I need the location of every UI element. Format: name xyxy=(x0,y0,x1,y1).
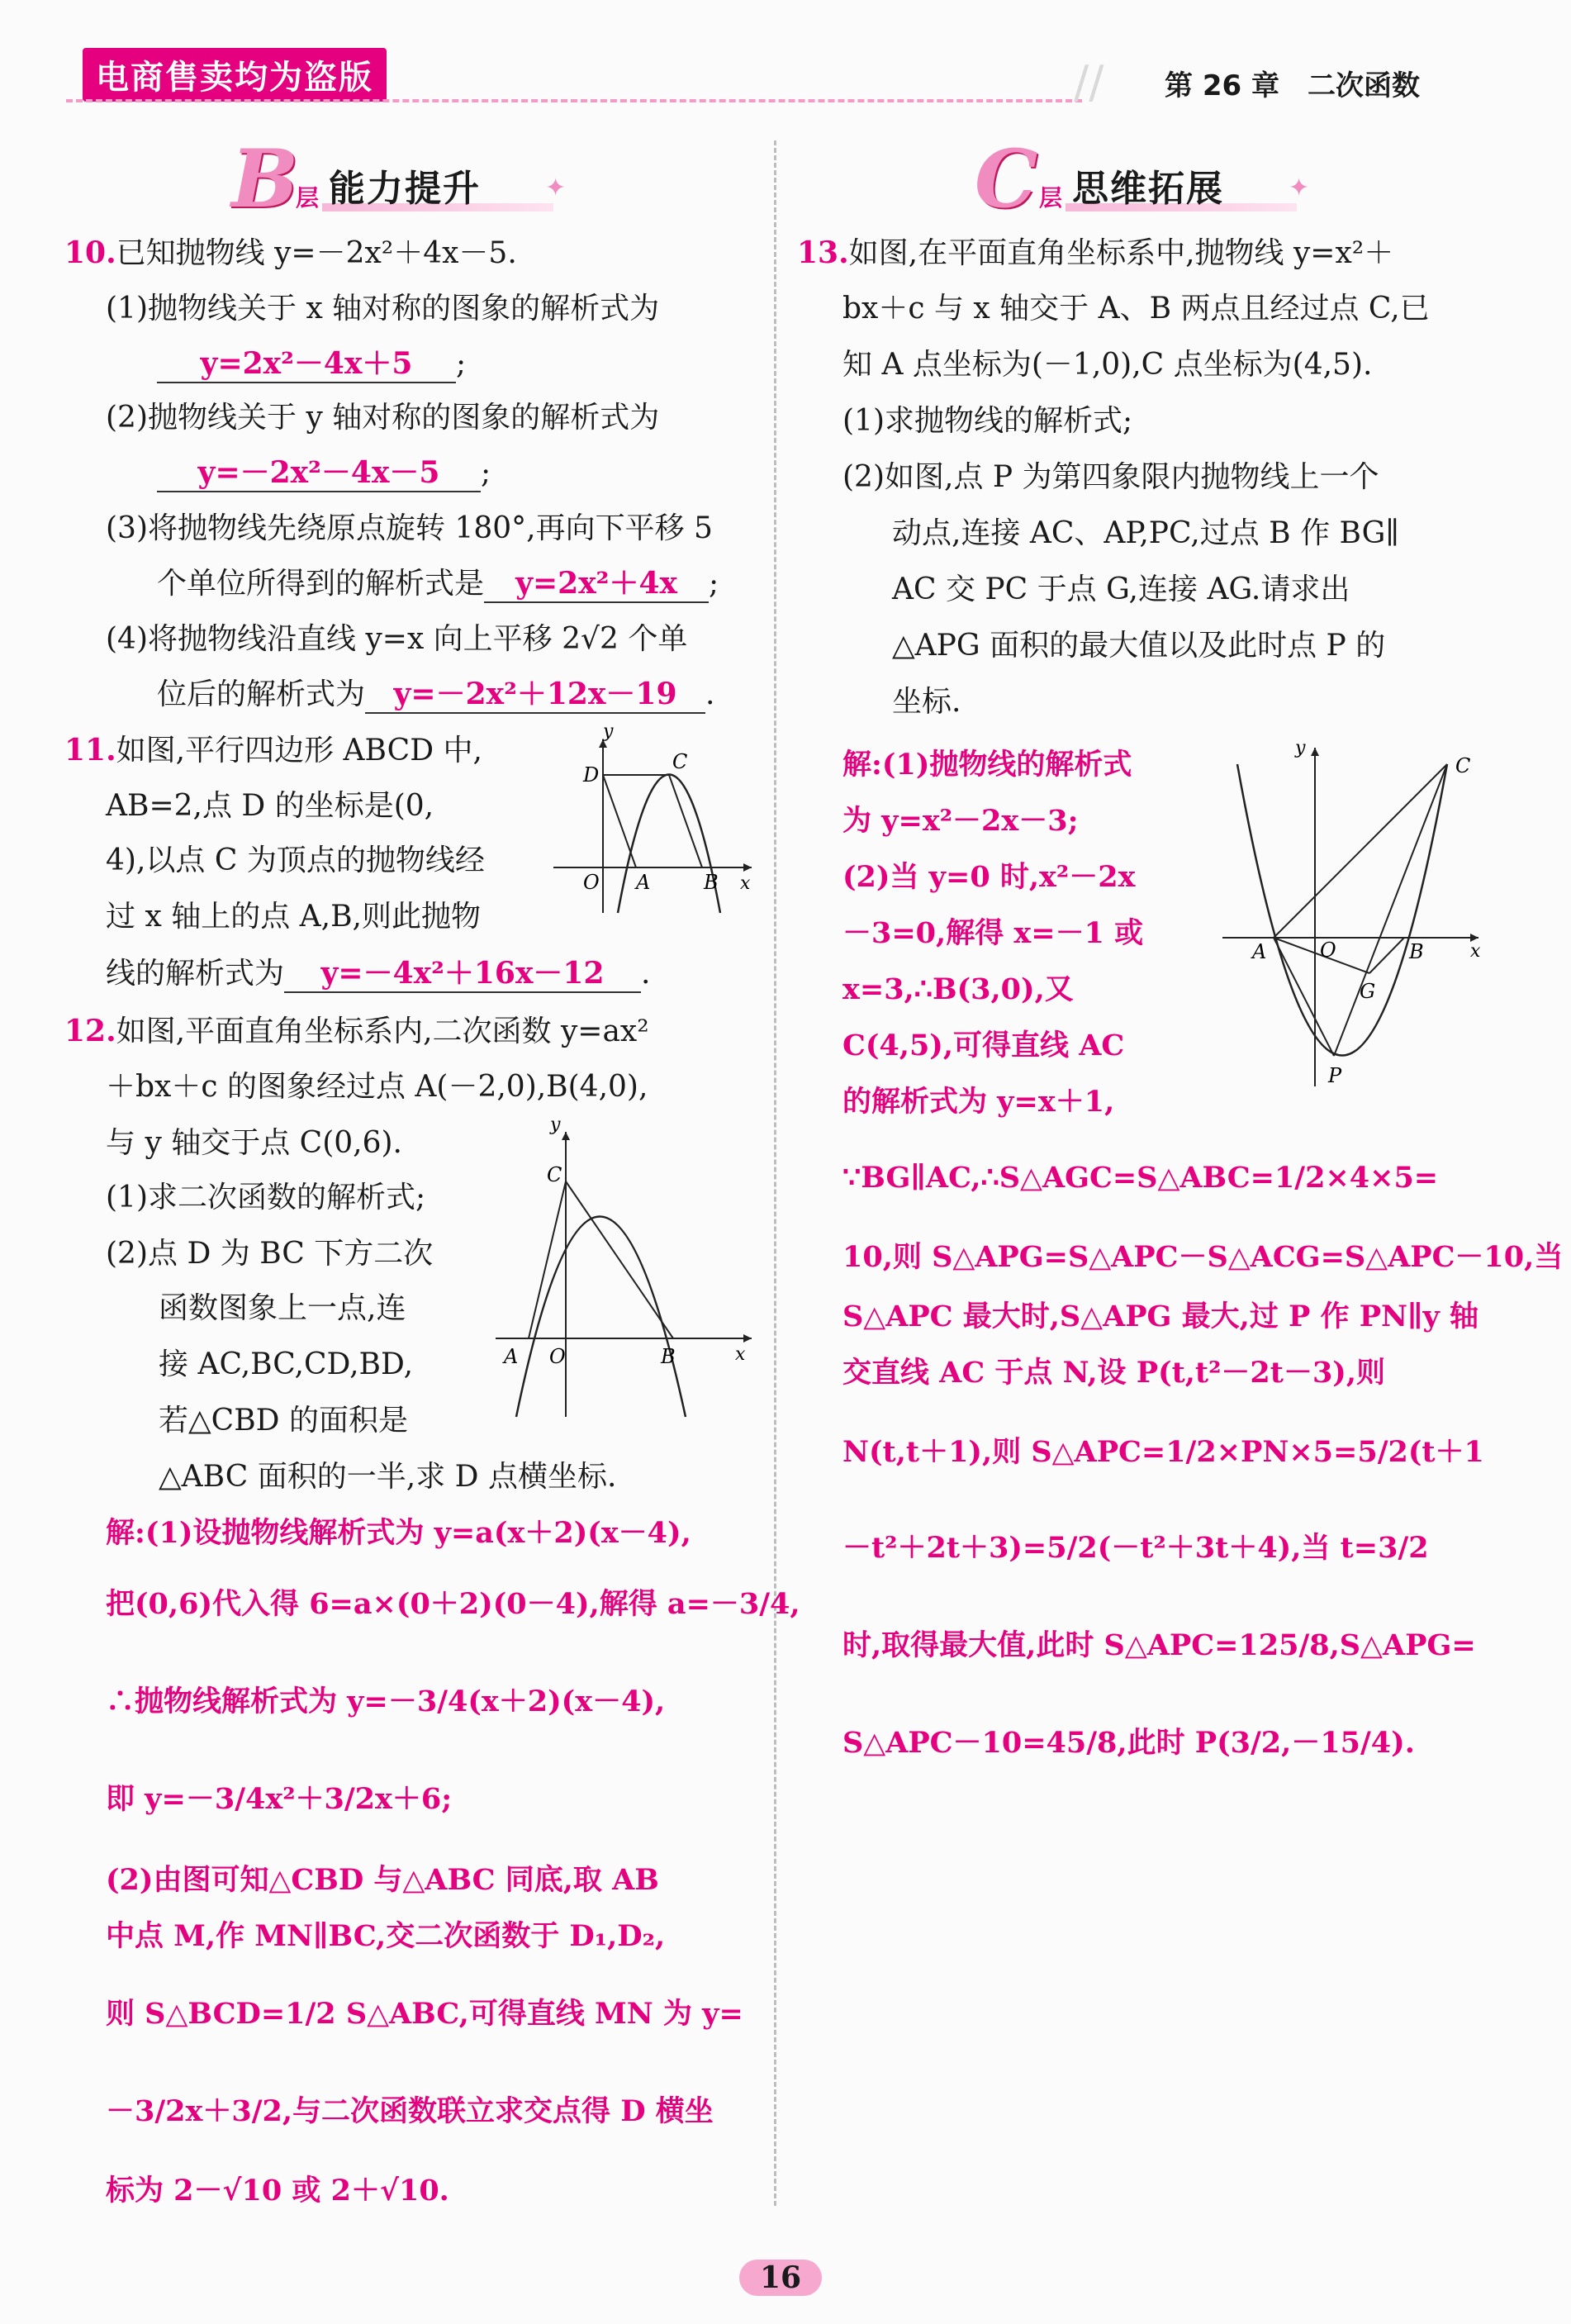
q11-text4: 过 x 轴上的点 A,B,则此抛物 xyxy=(106,900,481,934)
q11-figure xyxy=(545,727,760,917)
q12-solution-line4: 即 y=－3/4x²＋3/2x＋6; xyxy=(106,1782,453,1816)
q13-fig-a: A xyxy=(1252,940,1267,963)
q12-fig-a: A xyxy=(504,1345,519,1368)
q10-number: 10. xyxy=(64,235,116,270)
section-b-letter: B xyxy=(231,132,299,226)
chapter-title: 第 26 章 二次函数 xyxy=(1165,69,1420,102)
q10-answer3: y=2x²＋4x xyxy=(484,565,709,603)
q12-number: 12. xyxy=(64,1014,116,1048)
q13-text5: (2)如图,点 P 为第四象限内抛物线上一个 xyxy=(842,460,1379,494)
q13-text1: 如图,在平面直角坐标系中,抛物线 y=x²＋ xyxy=(848,236,1394,270)
q13-fig-b: B xyxy=(1409,940,1424,963)
q12-solution-line1: 解:(1)设抛物线解析式为 y=a(x＋2)(x－4), xyxy=(106,1516,691,1550)
q13-number: 13. xyxy=(797,235,849,270)
q13-solution-line7: 的解析式为 y=x＋1, xyxy=(842,1085,1115,1119)
section-c-heading xyxy=(975,132,1338,226)
q10-answer2: y=－2x²－4x－5 xyxy=(157,454,481,492)
q12-solution-line9: 标为 2－√10 或 2＋√10. xyxy=(106,2174,449,2208)
q10-part3b: 个单位所得到的解析式是 xyxy=(157,567,485,601)
q11-fig-a: A xyxy=(636,871,651,894)
q10-answer1-line: y=2x²－4x＋5 ; xyxy=(157,345,466,383)
q13-text6: 动点,连接 AC、AP,PC,过点 B 作 BG∥ xyxy=(892,516,1400,550)
q13-solution-line15: S△APC－10=45/8,此时 P(3/2,－15/4). xyxy=(842,1726,1415,1760)
section-c-ceng: 层 xyxy=(1039,184,1063,211)
q13-fig-o: O xyxy=(1320,939,1336,962)
q13-solution-line3: (2)当 y=0 时,x²－2x xyxy=(842,860,1136,894)
section-b-ceng: 层 xyxy=(296,184,320,211)
q11-text2: AB=2,点 D 的坐标是(0, xyxy=(106,789,434,823)
q10-part2: (2)抛物线关于 y 轴对称的图象的解析式为 xyxy=(106,401,660,435)
q12-solution-line3: ∴抛物线解析式为 y=－3/4(x＋2)(x－4), xyxy=(106,1685,666,1718)
q10-answer1: y=2x²－4x＋5 xyxy=(157,345,456,383)
column-divider xyxy=(774,140,776,2206)
q11-text5: 线的解析式为 xyxy=(106,957,285,991)
q12-fig-o: O xyxy=(549,1345,566,1368)
q13-solution-line2: 为 y=x²－2x－3; xyxy=(842,804,1079,838)
q10-part1: (1)抛物线关于 x 轴对称的图象的解析式为 xyxy=(106,292,660,326)
q13-text4: (1)求抛物线的解析式; xyxy=(842,404,1133,438)
q12-solution-line7: 则 S△BCD=1/2 S△ABC,可得直线 MN 为 y= xyxy=(106,1997,743,2031)
section-b-sparkle-icon: ✦ xyxy=(545,173,567,202)
q12-fig-b: B xyxy=(661,1345,676,1368)
q13-solution-line1: 解:(1)抛物线的解析式 xyxy=(842,748,1132,782)
q10-text: 已知抛物线 y=－2x²＋4x－5. xyxy=(116,236,517,270)
q10-part4b: 位后的解析式为 xyxy=(157,677,366,711)
q12-text3: 与 y 轴交于点 C(0,6). xyxy=(106,1126,402,1160)
q13-text8: △APG 面积的最大值以及此时点 P 的 xyxy=(892,629,1386,663)
q12-fig-c: C xyxy=(547,1163,562,1186)
q13-solution-line5: x=3,∴B(3,0),又 xyxy=(842,972,1074,1006)
q13-line1 xyxy=(797,235,1393,272)
q13-text7: AC 交 PC 于点 G,连接 AG.请求出 xyxy=(892,573,1350,606)
q13-text3: 知 A 点坐标为(－1,0),C 点坐标为(4,5). xyxy=(842,348,1373,382)
q10-answer2-line: y=－2x²－4x－5 ; xyxy=(157,454,491,492)
q10-part3b-line: 个单位所得到的解析式是 y=2x²＋4x ; xyxy=(157,565,719,603)
q10-part4a: (4)将抛物线沿直线 y=x 向上平移 2√2 个单 xyxy=(106,622,688,656)
q13-solution-line14: 时,取得最大值,此时 S△APC=125/8,S△APG= xyxy=(842,1628,1476,1662)
q12-solution-line2: 把(0,6)代入得 6=a×(0＋2)(0－4),解得 a=－3/4, xyxy=(106,1587,800,1621)
q13-solution-line11: 交直线 AC 于点 N,设 P(t,t²－2t－3),则 xyxy=(842,1356,1386,1390)
q11-fig-b: B xyxy=(704,871,719,894)
q12-solution-line6: 中点 M,作 MN∥BC,交二次函数于 D₁,D₂, xyxy=(106,1919,666,1953)
q13-figure xyxy=(1214,735,1495,1091)
q13-text9: 坐标. xyxy=(892,685,961,719)
q11-fig-d: D xyxy=(583,763,600,787)
q11-text1: 如图,平行四边形 ABCD 中, xyxy=(116,734,482,768)
q11-number: 11. xyxy=(64,733,116,768)
q13-fig-c: C xyxy=(1455,754,1471,777)
q10-part4b-line: 位后的解析式为 y=－2x²＋12x－19 . xyxy=(157,676,714,714)
q11-line1 xyxy=(64,732,482,769)
q11-text3: 4),以点 C 为顶点的抛物线经 xyxy=(106,844,485,877)
q12-text9: △ABC 面积的一半,求 D 点横坐标. xyxy=(159,1460,617,1494)
header-dashed-line xyxy=(66,99,1082,102)
q12-text7: 接 AC,BC,CD,BD, xyxy=(159,1347,414,1381)
q13-solution-line9: 10,则 S△APG=S△APC－S△ACG=S△APC－10,当 xyxy=(842,1240,1564,1274)
q11-fig-x: x xyxy=(740,873,751,894)
q10-stem xyxy=(64,235,517,272)
q12-text8: 若△CBD 的面积是 xyxy=(159,1404,408,1438)
q12-text6: 函数图象上一点,连 xyxy=(159,1291,406,1325)
section-c-title: 思维拓展 xyxy=(1072,168,1224,210)
q12-text4: (1)求二次函数的解析式; xyxy=(106,1181,426,1214)
watermark-badge: 电商售卖均为盗版 xyxy=(83,48,387,102)
q13-solution-line4: －3=0,解得 x=－1 或 xyxy=(842,916,1144,950)
section-b-heading xyxy=(231,132,595,226)
q11-text5-line: 线的解析式为 y=－4x²＋16x－12 . xyxy=(106,955,650,993)
q10-answer4: y=－2x²＋12x－19 xyxy=(365,676,705,714)
page-number: 16 xyxy=(739,2260,822,2296)
q11-fig-o: O xyxy=(583,871,600,894)
q13-fig-y: y xyxy=(1295,738,1306,758)
header-slash-mark: // xyxy=(1074,56,1104,108)
q12-solution-line8: －3/2x＋3/2,与二次函数联立求交点得 D 横坐 xyxy=(106,2094,714,2128)
q12-solution-line5: (2)由图可知△CBD 与△ABC 同底,取 AB xyxy=(106,1863,659,1897)
q13-solution-line8: ∵BG∥AC,∴S△AGC=S△ABC=1/2×4×5= xyxy=(842,1161,1439,1195)
q13-text2: bx＋c 与 x 轴交于 A、B 两点且经过点 C,已 xyxy=(842,292,1430,326)
q13-solution-line6: C(4,5),可得直线 AC xyxy=(842,1029,1125,1062)
q11-answer: y=－4x²＋16x－12 xyxy=(284,955,641,993)
q13-solution-line13: －t²＋2t＋3)=5/2(－t²＋3t＋4),当 t=3/2 xyxy=(842,1531,1429,1565)
section-b-title: 能力提升 xyxy=(329,168,481,210)
q12-line1 xyxy=(64,1013,649,1050)
q11-fig-y: y xyxy=(603,727,614,742)
q11-fig-c: C xyxy=(672,750,688,773)
q13-fig-g: G xyxy=(1360,980,1376,1003)
q13-fig-x: x xyxy=(1470,941,1481,962)
section-c-letter: C xyxy=(975,132,1038,226)
q13-fig-p: P xyxy=(1328,1064,1342,1087)
q13-solution-line12: N(t,t＋1),则 S△APC=1/2×PN×5=5/2(t＋1 xyxy=(842,1435,1484,1469)
q12-fig-y: y xyxy=(550,1115,561,1135)
q10-part3a: (3)将抛物线先绕原点旋转 180°,再向下平移 5 xyxy=(106,511,713,545)
q12-figure xyxy=(487,1115,760,1421)
q12-text5: (2)点 D 为 BC 下方二次 xyxy=(106,1237,434,1271)
q12-fig-x: x xyxy=(735,1344,746,1365)
q13-solution-line10: S△APC 最大时,S△APG 最大,过 P 作 PN∥y 轴 xyxy=(842,1300,1479,1333)
q12-text2: ＋bx＋c 的图象经过点 A(－2,0),B(4,0), xyxy=(106,1070,648,1104)
section-c-sparkle-icon: ✦ xyxy=(1289,173,1310,202)
q12-text1: 如图,平面直角坐标系内,二次函数 y=ax² xyxy=(116,1015,649,1048)
